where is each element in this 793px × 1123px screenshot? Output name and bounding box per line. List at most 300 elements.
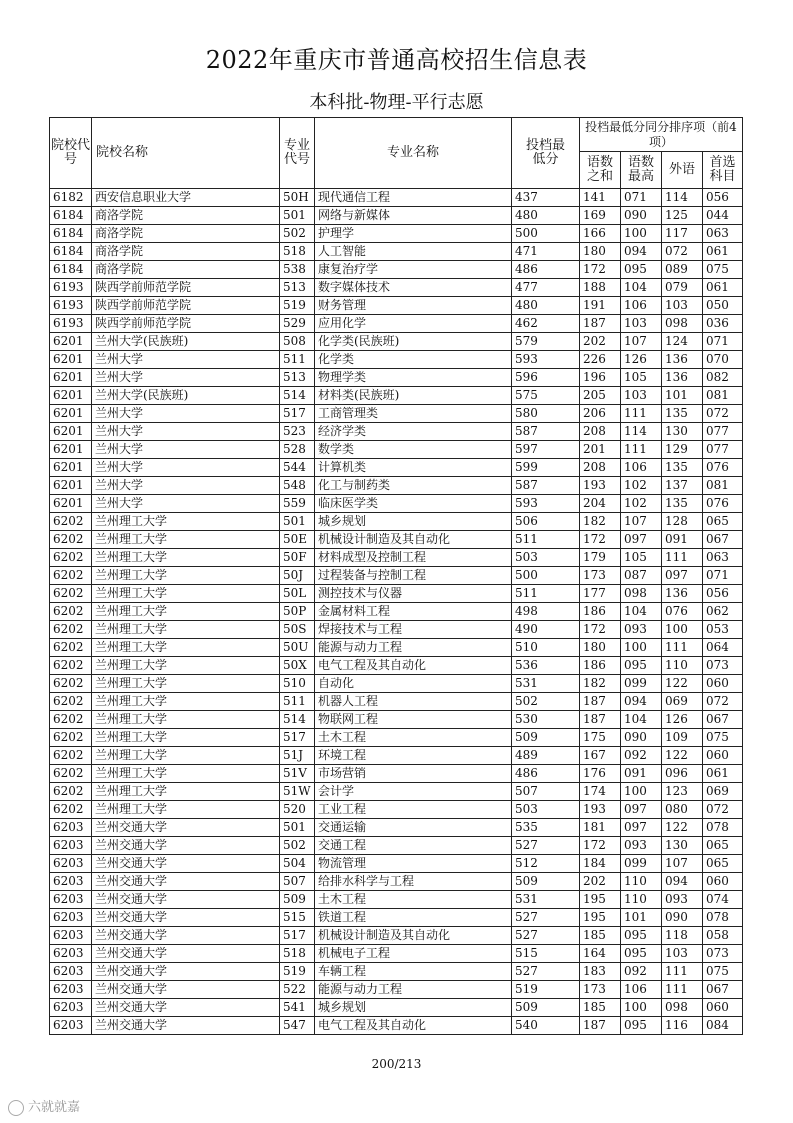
header-major-code: 专业代号 (280, 118, 315, 189)
cell-chinese-math-sum: 195 (580, 891, 621, 909)
cell-school-code: 6203 (50, 963, 92, 981)
cell-chinese-math-max: 100 (621, 639, 662, 657)
cell-major-code: 511 (280, 351, 315, 369)
cell-min-score: 511 (512, 585, 580, 603)
cell-major-name: 能源与动力工程 (315, 639, 512, 657)
cell-major-name: 经济学类 (315, 423, 512, 441)
cell-chinese-math-max: 110 (621, 873, 662, 891)
cell-school-name: 兰州大学 (92, 459, 280, 477)
header-foreign: 外语 (662, 152, 703, 189)
cell-chinese-math-max: 105 (621, 549, 662, 567)
cell-chinese-math-sum: 208 (580, 459, 621, 477)
cell-school-name: 兰州理工大学 (92, 675, 280, 693)
cell-major-name: 机械设计制造及其自动化 (315, 927, 512, 945)
cell-chinese-math-max: 104 (621, 711, 662, 729)
cell-foreign-score: 100 (662, 621, 703, 639)
cell-school-name: 兰州大学 (92, 351, 280, 369)
cell-major-name: 城乡规划 (315, 999, 512, 1017)
cell-school-name: 兰州理工大学 (92, 711, 280, 729)
table-row (50, 639, 743, 657)
cell-foreign-score: 079 (662, 279, 703, 297)
cell-major-name: 测控技术与仪器 (315, 585, 512, 603)
cell-school-name: 陕西学前师范学院 (92, 297, 280, 315)
cell-chinese-math-sum: 141 (580, 189, 621, 207)
cell-chinese-math-sum: 180 (580, 243, 621, 261)
cell-major-code: 50U (280, 639, 315, 657)
cell-major-code: 544 (280, 459, 315, 477)
cell-major-name: 焊接技术与工程 (315, 621, 512, 639)
cell-school-code: 6202 (50, 801, 92, 819)
table-row (50, 945, 743, 963)
table-row (50, 909, 743, 927)
cell-first-subject-score: 073 (703, 945, 743, 963)
cell-major-code: 538 (280, 261, 315, 279)
cell-major-code: 509 (280, 891, 315, 909)
cell-school-code: 6201 (50, 369, 92, 387)
cell-major-name: 工商管理类 (315, 405, 512, 423)
cell-major-name: 城乡规划 (315, 513, 512, 531)
cell-major-code: 513 (280, 369, 315, 387)
cell-school-name: 兰州理工大学 (92, 729, 280, 747)
cell-min-score: 510 (512, 639, 580, 657)
page-subtitle: 本科批-物理-平行志愿 (309, 92, 484, 113)
cell-school-name: 兰州交通大学 (92, 999, 280, 1017)
cell-major-name: 交通工程 (315, 837, 512, 855)
cell-min-score: 480 (512, 207, 580, 225)
cell-school-code: 6201 (50, 477, 92, 495)
cell-school-code: 6202 (50, 531, 92, 549)
cell-chinese-math-max: 094 (621, 693, 662, 711)
cell-major-code: 523 (280, 423, 315, 441)
cell-min-score: 471 (512, 243, 580, 261)
cell-major-name: 现代通信工程 (315, 189, 512, 207)
cell-chinese-math-max: 097 (621, 801, 662, 819)
table-row (50, 261, 743, 279)
cell-major-code: 50E (280, 531, 315, 549)
cell-major-code: 529 (280, 315, 315, 333)
cell-chinese-math-max: 107 (621, 513, 662, 531)
cell-major-name: 网络与新媒体 (315, 207, 512, 225)
cell-min-score: 593 (512, 495, 580, 513)
cell-chinese-math-sum: 166 (580, 225, 621, 243)
cell-foreign-score: 128 (662, 513, 703, 531)
cell-chinese-math-max: 094 (621, 243, 662, 261)
cell-major-name: 市场营销 (315, 765, 512, 783)
cell-school-code: 6201 (50, 405, 92, 423)
cell-school-code: 6203 (50, 855, 92, 873)
cell-school-name: 兰州交通大学 (92, 837, 280, 855)
cell-major-name: 铁道工程 (315, 909, 512, 927)
cell-foreign-score: 129 (662, 441, 703, 459)
cell-chinese-math-max: 102 (621, 477, 662, 495)
cell-min-score: 535 (512, 819, 580, 837)
cell-major-name: 物理学类 (315, 369, 512, 387)
cell-chinese-math-max: 104 (621, 603, 662, 621)
cell-first-subject-score: 075 (703, 963, 743, 981)
cell-min-score: 480 (512, 297, 580, 315)
cell-chinese-math-max: 101 (621, 909, 662, 927)
cell-chinese-math-sum: 169 (580, 207, 621, 225)
cell-chinese-math-max: 106 (621, 297, 662, 315)
cell-chinese-math-sum: 201 (580, 441, 621, 459)
cell-foreign-score: 135 (662, 459, 703, 477)
cell-major-name: 电气工程及其自动化 (315, 1017, 512, 1035)
cell-major-code: 522 (280, 981, 315, 999)
cell-chinese-math-max: 099 (621, 855, 662, 873)
cell-school-name: 兰州交通大学 (92, 873, 280, 891)
cell-major-code: 559 (280, 495, 315, 513)
cell-school-code: 6184 (50, 243, 92, 261)
cell-min-score: 593 (512, 351, 580, 369)
cell-chinese-math-max: 106 (621, 459, 662, 477)
cell-foreign-score: 135 (662, 495, 703, 513)
admission-table (49, 117, 743, 1035)
cell-school-code: 6203 (50, 1017, 92, 1035)
cell-first-subject-score: 053 (703, 621, 743, 639)
cell-major-name: 能源与动力工程 (315, 981, 512, 999)
cell-major-code: 50H (280, 189, 315, 207)
cell-chinese-math-max: 126 (621, 351, 662, 369)
cell-min-score: 527 (512, 909, 580, 927)
cell-school-code: 6202 (50, 693, 92, 711)
table-row (50, 729, 743, 747)
header-major-name: 专业名称 (315, 118, 512, 189)
cell-school-code: 6203 (50, 891, 92, 909)
cell-school-name: 兰州理工大学 (92, 747, 280, 765)
cell-school-code: 6203 (50, 981, 92, 999)
cell-foreign-score: 124 (662, 333, 703, 351)
table-row (50, 657, 743, 675)
cell-major-code: 541 (280, 999, 315, 1017)
cell-school-name: 陕西学前师范学院 (92, 315, 280, 333)
cell-first-subject-score: 064 (703, 639, 743, 657)
cell-chinese-math-max: 102 (621, 495, 662, 513)
table-row (50, 279, 743, 297)
cell-major-name: 机器人工程 (315, 693, 512, 711)
cell-chinese-math-max: 107 (621, 333, 662, 351)
cell-foreign-score: 136 (662, 369, 703, 387)
cell-school-code: 6201 (50, 387, 92, 405)
cell-min-score: 502 (512, 693, 580, 711)
cell-school-name: 兰州交通大学 (92, 945, 280, 963)
cell-school-name: 商洛学院 (92, 207, 280, 225)
cell-min-score: 503 (512, 801, 580, 819)
cell-chinese-math-max: 111 (621, 441, 662, 459)
cell-foreign-score: 069 (662, 693, 703, 711)
cell-first-subject-score: 071 (703, 567, 743, 585)
cell-school-name: 兰州交通大学 (92, 963, 280, 981)
cell-chinese-math-sum: 187 (580, 693, 621, 711)
cell-chinese-math-max: 100 (621, 225, 662, 243)
table-row (50, 747, 743, 765)
cell-chinese-math-sum: 186 (580, 603, 621, 621)
table-row (50, 873, 743, 891)
cell-foreign-score: 114 (662, 189, 703, 207)
cell-major-name: 会计学 (315, 783, 512, 801)
cell-chinese-math-max: 106 (621, 981, 662, 999)
cell-major-name: 电气工程及其自动化 (315, 657, 512, 675)
cell-min-score: 530 (512, 711, 580, 729)
cell-major-name: 计算机类 (315, 459, 512, 477)
cell-major-code: 510 (280, 675, 315, 693)
cell-major-code: 501 (280, 819, 315, 837)
table-row (50, 567, 743, 585)
cell-major-code: 51W (280, 783, 315, 801)
cell-min-score: 587 (512, 423, 580, 441)
cell-foreign-score: 091 (662, 531, 703, 549)
cell-foreign-score: 072 (662, 243, 703, 261)
cell-chinese-math-sum: 172 (580, 837, 621, 855)
cell-chinese-math-max: 099 (621, 675, 662, 693)
cell-school-name: 兰州理工大学 (92, 603, 280, 621)
cell-major-code: 508 (280, 333, 315, 351)
cell-school-code: 6203 (50, 945, 92, 963)
cell-min-score: 462 (512, 315, 580, 333)
cell-min-score: 486 (512, 261, 580, 279)
cell-foreign-score: 130 (662, 837, 703, 855)
cell-min-score: 596 (512, 369, 580, 387)
cell-chinese-math-max: 103 (621, 315, 662, 333)
header-school-code: 院校代号 (50, 118, 92, 189)
cell-school-code: 6203 (50, 999, 92, 1017)
cell-chinese-math-sum: 208 (580, 423, 621, 441)
cell-school-name: 兰州理工大学 (92, 567, 280, 585)
cell-first-subject-score: 076 (703, 495, 743, 513)
table-row (50, 693, 743, 711)
cell-chinese-math-max: 093 (621, 621, 662, 639)
header-chinese-math-sum: 语数之和 (580, 152, 621, 189)
cell-major-name: 工业工程 (315, 801, 512, 819)
cell-foreign-score: 101 (662, 387, 703, 405)
cell-chinese-math-max: 098 (621, 585, 662, 603)
cell-school-code: 6202 (50, 603, 92, 621)
cell-major-name: 人工智能 (315, 243, 512, 261)
table-row (50, 369, 743, 387)
cell-min-score: 575 (512, 387, 580, 405)
cell-min-score: 498 (512, 603, 580, 621)
table-row (50, 603, 743, 621)
cell-foreign-score: 125 (662, 207, 703, 225)
cell-first-subject-score: 036 (703, 315, 743, 333)
cell-chinese-math-max: 071 (621, 189, 662, 207)
cell-school-name: 兰州大学 (92, 423, 280, 441)
cell-first-subject-score: 067 (703, 981, 743, 999)
cell-major-code: 520 (280, 801, 315, 819)
cell-chinese-math-sum: 167 (580, 747, 621, 765)
cell-foreign-score: 110 (662, 657, 703, 675)
cell-school-code: 6201 (50, 459, 92, 477)
cell-chinese-math-sum: 193 (580, 477, 621, 495)
cell-school-name: 兰州理工大学 (92, 765, 280, 783)
cell-foreign-score: 111 (662, 981, 703, 999)
cell-major-name: 化学类(民族班) (315, 333, 512, 351)
cell-school-code: 6203 (50, 819, 92, 837)
cell-school-code: 6201 (50, 495, 92, 513)
header-chinese-math-max: 语数最高 (621, 152, 662, 189)
cell-chinese-math-sum: 173 (580, 981, 621, 999)
cell-major-code: 518 (280, 243, 315, 261)
cell-chinese-math-max: 095 (621, 945, 662, 963)
cell-school-name: 兰州交通大学 (92, 855, 280, 873)
cell-first-subject-score: 060 (703, 675, 743, 693)
cell-school-code: 6201 (50, 423, 92, 441)
cell-major-code: 50S (280, 621, 315, 639)
cell-chinese-math-sum: 175 (580, 729, 621, 747)
cell-school-code: 6202 (50, 657, 92, 675)
cell-chinese-math-max: 097 (621, 531, 662, 549)
cell-chinese-math-max: 095 (621, 1017, 662, 1035)
cell-major-code: 501 (280, 513, 315, 531)
cell-min-score: 500 (512, 225, 580, 243)
table-row (50, 963, 743, 981)
cell-chinese-math-sum: 172 (580, 261, 621, 279)
cell-min-score: 503 (512, 549, 580, 567)
table-row (50, 981, 743, 999)
table-row (50, 549, 743, 567)
cell-first-subject-score: 081 (703, 387, 743, 405)
cell-first-subject-score: 044 (703, 207, 743, 225)
cell-school-name: 兰州交通大学 (92, 909, 280, 927)
cell-foreign-score: 111 (662, 549, 703, 567)
cell-chinese-math-max: 104 (621, 279, 662, 297)
cell-foreign-score: 076 (662, 603, 703, 621)
cell-major-code: 519 (280, 297, 315, 315)
cell-major-name: 临床医学类 (315, 495, 512, 513)
table-row (50, 621, 743, 639)
cell-school-code: 6201 (50, 441, 92, 459)
cell-major-code: 513 (280, 279, 315, 297)
cell-chinese-math-sum: 188 (580, 279, 621, 297)
cell-major-code: 515 (280, 909, 315, 927)
cell-first-subject-score: 081 (703, 477, 743, 495)
cell-chinese-math-max: 105 (621, 369, 662, 387)
cell-foreign-score: 090 (662, 909, 703, 927)
cell-major-code: 50P (280, 603, 315, 621)
cell-major-code: 507 (280, 873, 315, 891)
cell-school-code: 6202 (50, 729, 92, 747)
cell-chinese-math-max: 090 (621, 207, 662, 225)
cell-first-subject-score: 065 (703, 837, 743, 855)
cell-min-score: 437 (512, 189, 580, 207)
cell-foreign-score: 122 (662, 747, 703, 765)
header-tiebreak-group: 投档最低分同分排序项（前4项） (580, 118, 743, 152)
cell-school-code: 6202 (50, 513, 92, 531)
cell-min-score: 527 (512, 837, 580, 855)
cell-first-subject-score: 061 (703, 243, 743, 261)
table-row (50, 891, 743, 909)
cell-foreign-score: 122 (662, 675, 703, 693)
cell-school-code: 6202 (50, 585, 92, 603)
cell-chinese-math-max: 092 (621, 963, 662, 981)
cell-chinese-math-max: 097 (621, 819, 662, 837)
cell-first-subject-score: 056 (703, 585, 743, 603)
table-row (50, 495, 743, 513)
cell-major-name: 交通运输 (315, 819, 512, 837)
cell-first-subject-score: 060 (703, 873, 743, 891)
table-row (50, 819, 743, 837)
cell-first-subject-score: 069 (703, 783, 743, 801)
page-number: 200/213 (371, 1057, 422, 1071)
cell-major-name: 金属材料工程 (315, 603, 512, 621)
cell-school-name: 兰州交通大学 (92, 819, 280, 837)
cell-foreign-score: 136 (662, 585, 703, 603)
cell-min-score: 519 (512, 981, 580, 999)
cell-first-subject-score: 061 (703, 765, 743, 783)
cell-major-name: 土木工程 (315, 729, 512, 747)
cell-school-code: 6202 (50, 783, 92, 801)
table-row (50, 513, 743, 531)
cell-first-subject-score: 072 (703, 405, 743, 423)
cell-chinese-math-sum: 193 (580, 801, 621, 819)
table-row (50, 207, 743, 225)
cell-school-name: 兰州交通大学 (92, 981, 280, 999)
cell-foreign-score: 118 (662, 927, 703, 945)
cell-min-score: 506 (512, 513, 580, 531)
cell-chinese-math-max: 091 (621, 765, 662, 783)
cell-school-name: 兰州大学 (92, 495, 280, 513)
cell-min-score: 579 (512, 333, 580, 351)
cell-school-code: 6202 (50, 711, 92, 729)
cell-chinese-math-sum: 185 (580, 927, 621, 945)
cell-school-code: 6201 (50, 351, 92, 369)
cell-major-name: 给排水科学与工程 (315, 873, 512, 891)
cell-chinese-math-sum: 180 (580, 639, 621, 657)
cell-major-name: 车辆工程 (315, 963, 512, 981)
cell-chinese-math-max: 090 (621, 729, 662, 747)
cell-chinese-math-sum: 187 (580, 315, 621, 333)
cell-school-name: 兰州大学 (92, 369, 280, 387)
cell-school-name: 兰州理工大学 (92, 783, 280, 801)
cell-major-code: 517 (280, 405, 315, 423)
cell-first-subject-score: 082 (703, 369, 743, 387)
header-first-subject: 首选科目 (703, 152, 743, 189)
table-row (50, 927, 743, 945)
cell-min-score: 587 (512, 477, 580, 495)
table-row (50, 405, 743, 423)
cell-foreign-score: 111 (662, 963, 703, 981)
watermark-text: 六就就嘉 (28, 1100, 81, 1115)
cell-min-score: 509 (512, 999, 580, 1017)
cell-first-subject-score: 063 (703, 549, 743, 567)
cell-min-score: 477 (512, 279, 580, 297)
cell-chinese-math-max: 095 (621, 261, 662, 279)
table-row (50, 225, 743, 243)
cell-major-name: 过程装备与控制工程 (315, 567, 512, 585)
cell-foreign-score: 089 (662, 261, 703, 279)
cell-chinese-math-sum: 187 (580, 711, 621, 729)
cell-chinese-math-sum: 173 (580, 567, 621, 585)
cell-major-name: 机械电子工程 (315, 945, 512, 963)
cell-school-name: 兰州理工大学 (92, 549, 280, 567)
cell-chinese-math-sum: 164 (580, 945, 621, 963)
cell-min-score: 527 (512, 963, 580, 981)
cell-major-name: 护理学 (315, 225, 512, 243)
cell-chinese-math-max: 103 (621, 387, 662, 405)
cell-school-name: 兰州理工大学 (92, 531, 280, 549)
cell-school-code: 6202 (50, 675, 92, 693)
cell-school-name: 兰州大学 (92, 441, 280, 459)
cell-foreign-score: 135 (662, 405, 703, 423)
cell-foreign-score: 123 (662, 783, 703, 801)
cell-school-name: 兰州理工大学 (92, 513, 280, 531)
cell-major-code: 514 (280, 387, 315, 405)
cell-first-subject-score: 061 (703, 279, 743, 297)
table-row (50, 999, 743, 1017)
cell-chinese-math-max: 110 (621, 891, 662, 909)
cell-chinese-math-sum: 182 (580, 513, 621, 531)
cell-chinese-math-max: 114 (621, 423, 662, 441)
cell-school-code: 6203 (50, 837, 92, 855)
